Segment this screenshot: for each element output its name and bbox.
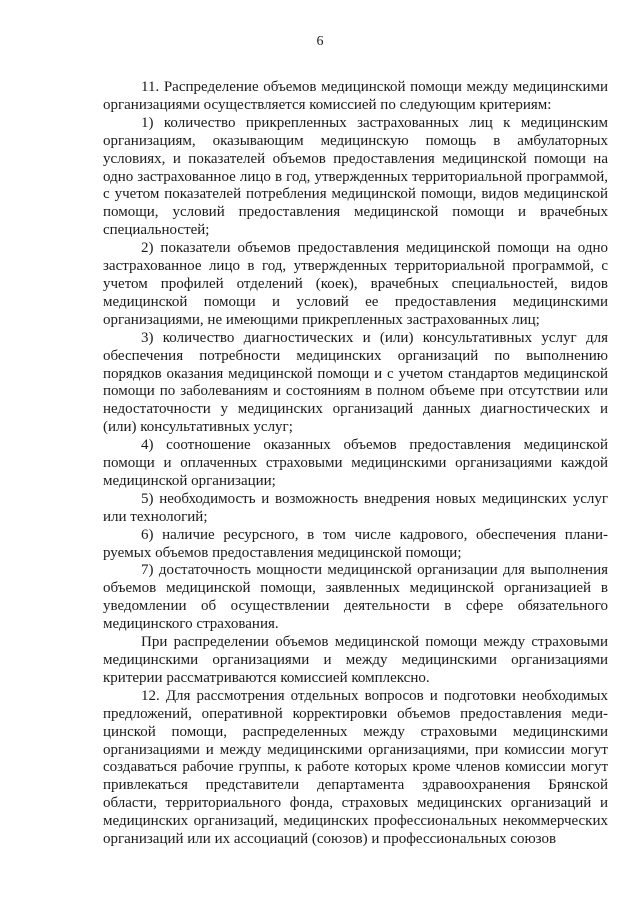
- paragraph-criterion-6: 6) наличие ресурсного, в том числе кадрового, обеспечения планируемых объемов предоставления медицинской помощи;: [103, 526, 608, 561]
- paragraph-criterion-7: 7) достаточность мощности медицинской организации для выполнения объемов медицинской помощи, заявленных медицинской организацией в уведомлении об осуществлении деятельности в сфере обязательного медицинского страхования.: [103, 562, 608, 633]
- paragraph-criterion-3: 3) количество диагностических и (или) консультативных услуг для обеспечения потребности медицинских организаций по выполнению порядков оказания медицинской помощи и с учетом стандартов медицинской помощи по заболеваниям и состояниям в полном объеме при отсутствии или недостаточности у медицинских организаций данных диагностических и (или) консультативных услуг;: [103, 329, 608, 436]
- paragraph-item-11: 11. Распределение объемов медицинской помощи между медицинскими организациями осуществляется комиссией по следующим критериям:: [103, 79, 608, 113]
- paragraph-criterion-5: 5) необходимость и возможность внедрения новых медицинских услуг или технологий;: [103, 490, 608, 525]
- paragraph-criterion-2: 2) показатели объемов предоставления медицинской помощи на одно застрахованное лицо в год, утвержденных территориальной программой, с учетом профилей отделений (коек), врачебных специальностей, видов медицинской помощи и условий ее предоставления медицинскими организациями, не имеющими прикрепленных застрахованных лиц;: [103, 240, 608, 328]
- paragraph-criterion-1: 1) количество прикрепленных застрахованных лиц к медицинским организациям, оказывающим медицинскую помощь в амбулаторных условиях, и показателей объемов предоставления медицинской помощи на одно застрахованное лицо в год, утвержденных территориальной программой, с учетом показателей потребления медицинской помощи, видов медицинской помощи, условий предоставления медицинской помощи и врачебных специальностей;: [103, 114, 608, 239]
- paragraph-criterion-4: 4) соотношение оказанных объемов предоставления медицинской помощи и оплаченных страховыми медицинскими организациями каждой медицинской организации;: [103, 437, 608, 489]
- page-number: 6: [316, 34, 324, 49]
- document-body: [103, 79, 608, 849]
- paragraph-complex-review: При распределении объемов медицинской помощи между страховыми медицинскими организациями и между медицинскими организациями критерии рассматриваются комиссией комплексно.: [103, 634, 608, 686]
- paragraph-item-12: 12. Для рассмотрения отдельных вопросов и подготовки необходимых предложений, оперативной корректировки объемов предоставления медицинской помощи, распределенных между страховыми медицинскими организациями и между медицинскими организациями, при комиссии могут создаваться рабочие группы, к работе которых кроме членов комиссии могут привлекаться представители департамента здравоохранения Брянской области, территориального фонда, страховых медицинских организаций и медицинских организаций, медицинских профессиональных некоммерческих организаций или их ассоциаций (союзов) и профессиональных союзов: [103, 687, 608, 848]
